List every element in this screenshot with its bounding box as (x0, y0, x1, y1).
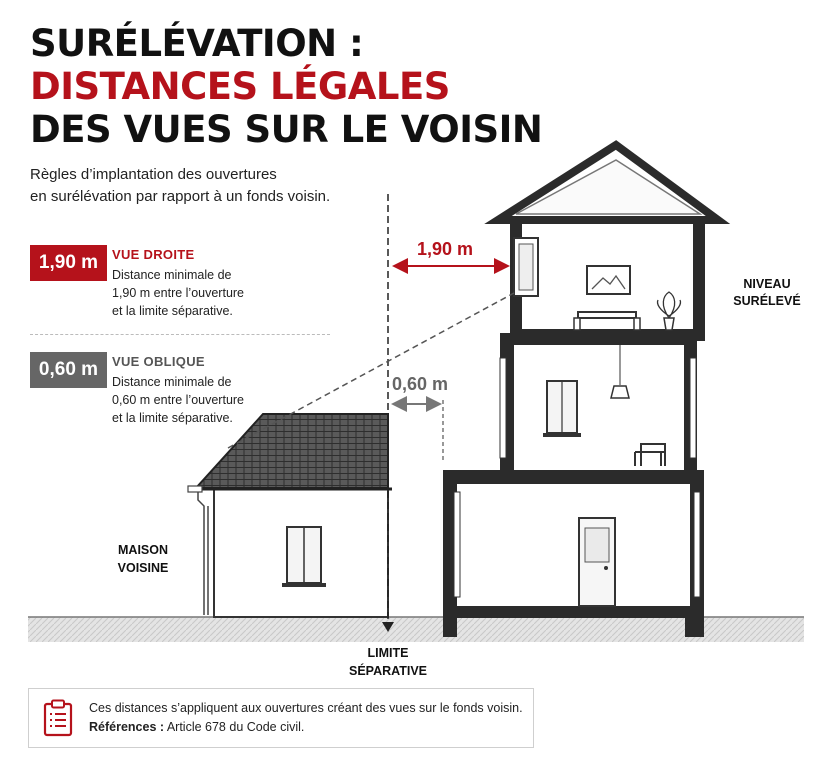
rule-label-straight: VUE DROITE (112, 247, 195, 262)
neighbor-house (188, 414, 392, 617)
subtitle-line-2: en surélévation par rapport à un fonds voisin. (30, 188, 331, 205)
title-line-3: DES VUES SUR LE VOISIN (30, 108, 543, 151)
rule-desc-line: et la limite séparative. (112, 411, 233, 425)
label-raised-level-2: SURÉLEVÉ (733, 294, 801, 308)
label-neighbor-house-1: MAISON (118, 543, 168, 557)
note-ref-text: Article 678 du Code civil. (164, 720, 305, 734)
note-box (28, 688, 534, 748)
subtitle-line-1: Règles d’implantation des ouvertures (30, 166, 277, 183)
rule-label-oblique: VUE OBLIQUE (112, 354, 205, 369)
rule-desc-line: 0,60 m entre l’ouverture (112, 393, 245, 407)
label-limit-2: SÉPARATIVE (348, 664, 428, 678)
clipboard-icon (43, 699, 73, 737)
rule-desc-line: et la limite séparative. (112, 304, 233, 318)
label-limit-1: LIMITE (367, 646, 409, 660)
rule-desc-line: 1,90 m entre l’ouverture (112, 286, 245, 300)
note-line-2 (89, 720, 304, 734)
rule-badge-oblique: 0,60 m (30, 352, 107, 388)
dimension-oblique-label: 0,60 m (392, 374, 449, 394)
dimension-straight-label: 1,90 m (417, 239, 474, 259)
note-line-1: Ces distances s’appliquent aux ouvertures créant des vues sur le fonds voisin. (89, 701, 523, 715)
rule-badge-straight: 1,90 m (30, 245, 107, 281)
rule-desc-line: Distance minimale de (112, 375, 232, 389)
rule-desc-line: Distance minimale de (112, 268, 232, 282)
label-neighbor-house-2: VOISINE (117, 561, 169, 575)
label-raised-level-1: NIVEAU (743, 277, 791, 291)
note-ref-label: Références : (89, 720, 165, 734)
main-building (443, 145, 718, 637)
title-line-1: SURÉLÉVATION : (30, 22, 364, 65)
title-line-2: DISTANCES LÉGALES (30, 65, 450, 108)
